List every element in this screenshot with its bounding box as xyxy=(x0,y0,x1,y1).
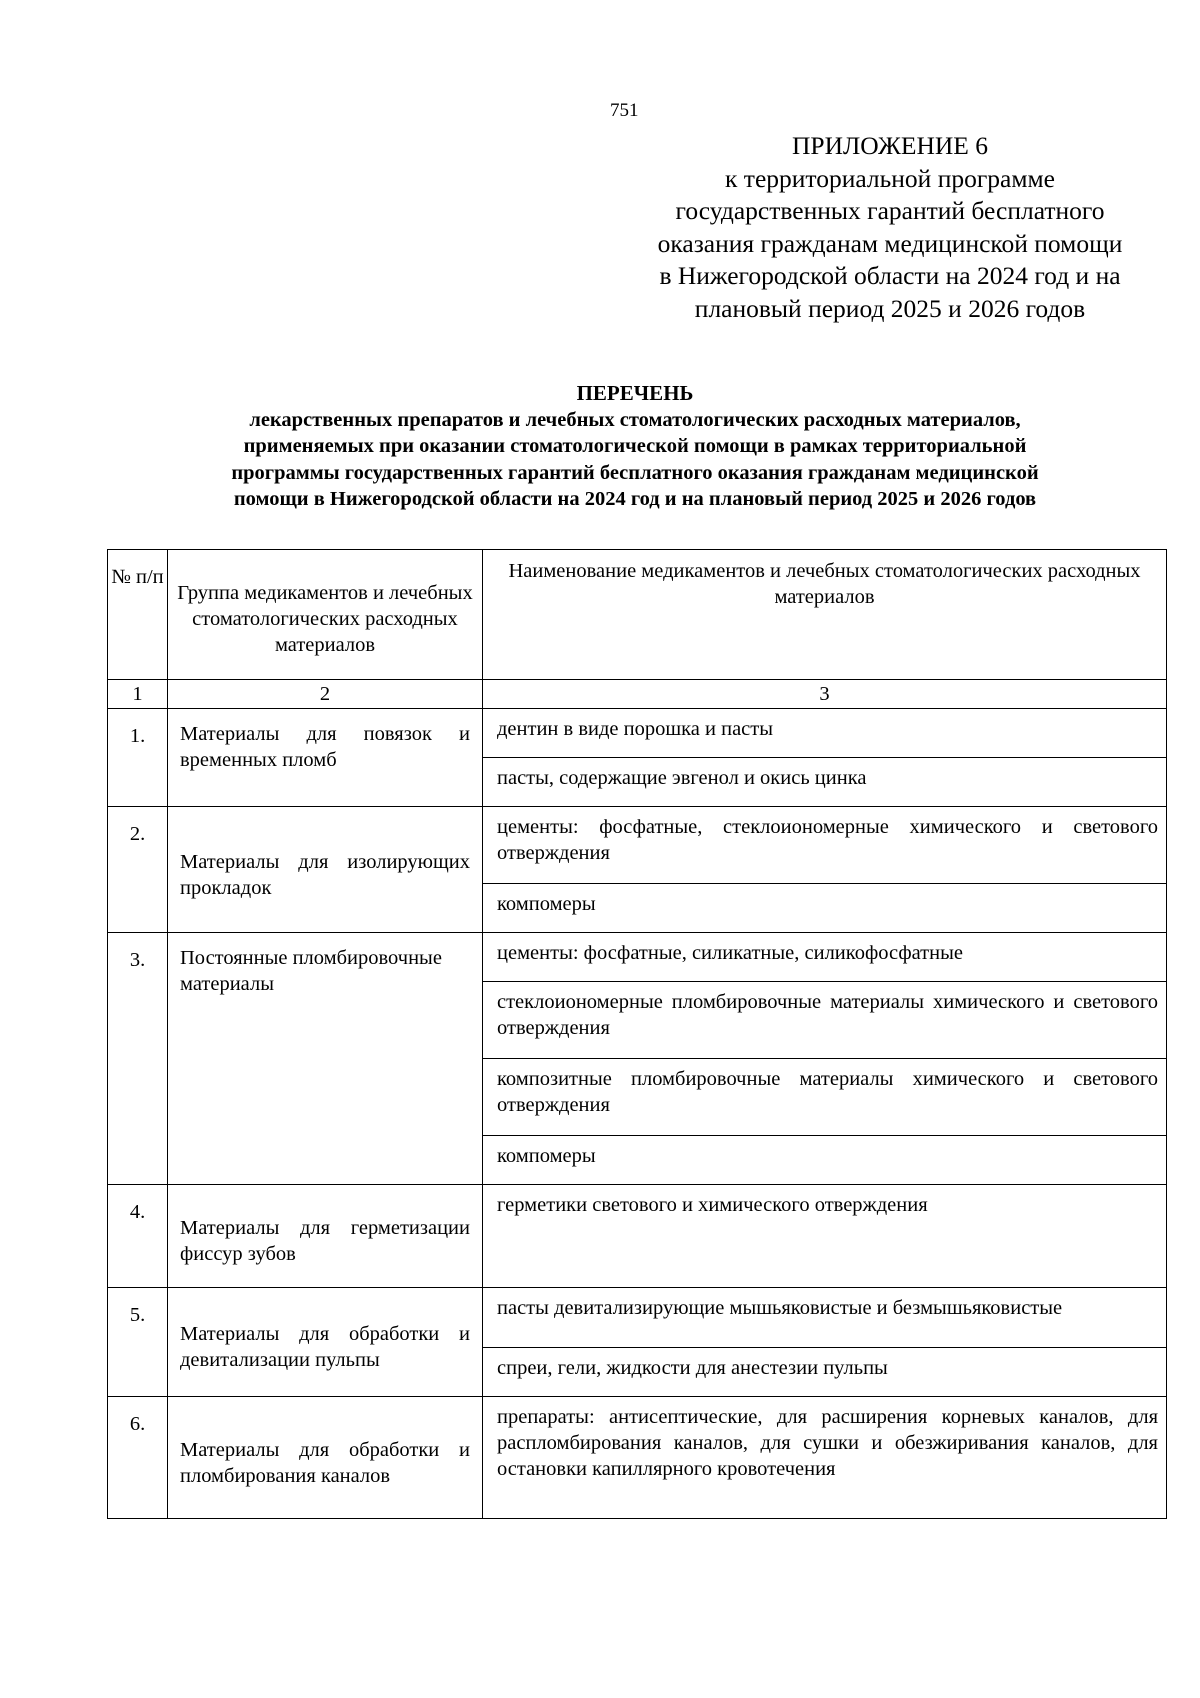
row-group: Материалы для герметизации фиссур зубов xyxy=(168,1185,483,1288)
appendix-line: оказания гражданам медицинской помощи xyxy=(657,228,1123,258)
title-line: применяемых при оказании стоматологической помощи в рамках территориальной xyxy=(243,435,1027,457)
row-number: 4. xyxy=(108,1185,168,1288)
row-item: герметики светового и химического отверждения xyxy=(483,1185,1167,1288)
index-row xyxy=(108,680,1167,709)
title-line: лекарственных препаратов и лечебных стоматологических расходных материалов, xyxy=(249,408,1021,431)
row-item: пасты девитализирующие мышьяковистые и безмышьяковистые xyxy=(483,1288,1167,1348)
row-item: препараты: антисептические, для расширения корневых каналов, для распломбирования каналов, для сушки и обезжиривания каналов, для остановки капиллярного кровотечения xyxy=(483,1397,1167,1519)
row-group: Материалы для изолирующих прокладок xyxy=(168,807,483,933)
table-row xyxy=(108,1288,1167,1348)
page-number: 751 xyxy=(610,100,639,121)
appendix-line: государственных гарантий бесплатного xyxy=(675,196,1105,225)
row-item: спреи, гели, жидкости для анестезии пульпы xyxy=(483,1348,1167,1397)
row-number: 5. xyxy=(108,1288,168,1397)
row-group: Постоянные пломбировочные материалы xyxy=(168,933,483,1185)
row-item: стеклоиономерные пломбировочные материалы химического и светового отверждения xyxy=(483,982,1167,1059)
row-number: 2. xyxy=(108,807,168,933)
index-cell: 3 xyxy=(483,680,1167,709)
row-item: пасты, содержащие эвгенол и окись цинка xyxy=(483,758,1167,807)
document-title xyxy=(100,380,1170,513)
row-item: композитные пломбировочные материалы химического и светового отверждения xyxy=(483,1059,1167,1136)
appendix-line: к территориальной программе xyxy=(725,163,1055,193)
header-group: Группа медикаментов и лечебных стоматологических расходных материалов xyxy=(168,550,483,680)
row-group: Материалы для повязок и временных пломб xyxy=(168,709,483,807)
header-num: № п/п xyxy=(108,550,168,680)
table-header-row xyxy=(108,550,1167,680)
row-number: 1. xyxy=(108,709,168,807)
table-row xyxy=(108,709,1167,758)
row-item: компомеры xyxy=(483,1136,1167,1185)
appendix-line: ПРИЛОЖЕНИЕ 6 xyxy=(791,131,989,160)
index-cell: 2 xyxy=(168,680,483,709)
table-row xyxy=(108,807,1167,884)
appendix-line: плановый период 2025 и 2026 годов xyxy=(694,293,1086,323)
header-name: Наименование медикаментов и лечебных стоматологических расходных материалов xyxy=(483,550,1167,680)
title-heading: ПЕРЕЧЕНЬ xyxy=(576,381,694,405)
row-item: цементы: фосфатные, стеклоиономерные химического и светового отверждения xyxy=(483,807,1167,884)
title-line: помощи в Нижегородской области на 2024 год и на плановый период 2025 и 2026 годов xyxy=(233,488,1037,510)
row-group: Материалы для обработки и девитализации пульпы xyxy=(168,1288,483,1397)
table-row xyxy=(108,1185,1167,1288)
row-item: компомеры xyxy=(483,884,1167,933)
appendix-header xyxy=(610,130,1170,325)
appendix-line: в Нижегородской области на 2024 год и на xyxy=(659,261,1121,290)
row-item: цементы: фосфатные, силикатные, силикофосфатные xyxy=(483,933,1167,982)
materials-table xyxy=(107,549,1167,1519)
row-number: 3. xyxy=(108,933,168,1185)
table-row xyxy=(108,1397,1167,1519)
row-number: 6. xyxy=(108,1397,168,1519)
table-row xyxy=(108,933,1167,982)
title-line: программы государственных гарантий бесплатного оказания гражданам медицинской xyxy=(231,461,1039,484)
row-group: Материалы для обработки и пломбирования каналов xyxy=(168,1397,483,1519)
row-item: дентин в виде порошка и пасты xyxy=(483,709,1167,758)
index-cell: 1 xyxy=(108,680,168,709)
